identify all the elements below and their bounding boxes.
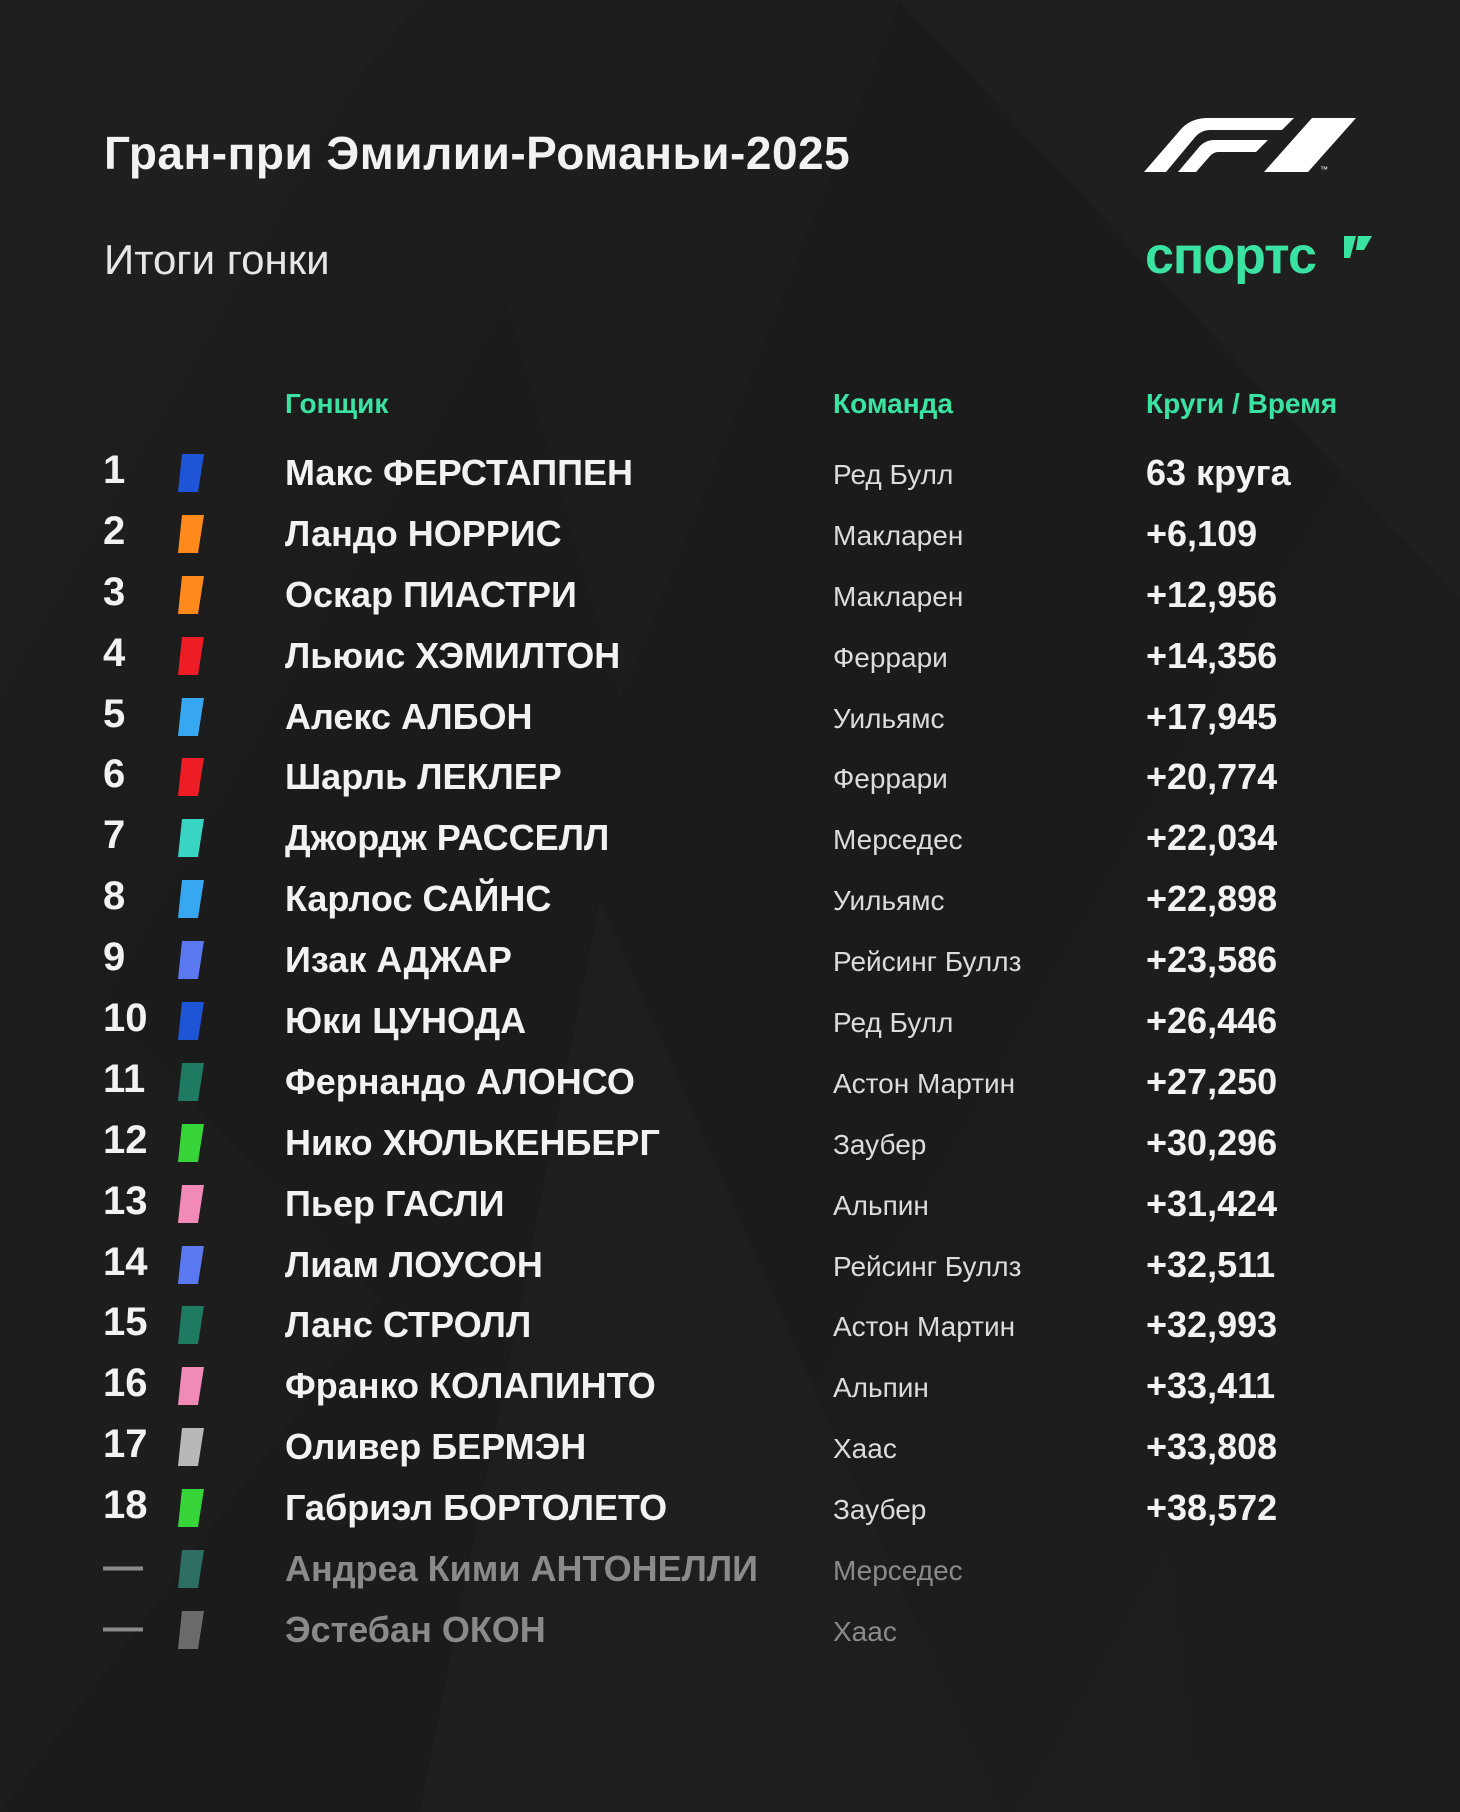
- team-color-marker-icon: [178, 454, 204, 492]
- team-color-shape: [178, 1185, 204, 1223]
- team-name: Альпин: [833, 1372, 929, 1404]
- position-number: 9: [103, 935, 126, 980]
- team-name: Заубер: [833, 1128, 927, 1160]
- table-row: [0, 1538, 1460, 1599]
- team-color-shape: [178, 1063, 204, 1101]
- driver-name: Макс ФЕРСТАППЕН: [285, 452, 633, 493]
- team-color-shape: [178, 1306, 204, 1344]
- position-number: 3: [103, 569, 126, 614]
- driver-name: Алекс АЛБОН: [285, 695, 533, 737]
- team-name: Астон Мартин: [833, 1067, 1016, 1099]
- team-name: Феррари: [833, 763, 948, 795]
- table-row: [0, 1294, 1460, 1355]
- table-row: [0, 1355, 1460, 1416]
- position-number: 6: [103, 752, 126, 797]
- team-color-shape: [178, 1367, 204, 1405]
- position-number: 10: [103, 996, 148, 1041]
- page-title: Гран-при Эмилии-Романьи-2025: [104, 127, 851, 179]
- table-row: [0, 564, 1460, 625]
- position-number: 4: [103, 630, 126, 675]
- table-row: [0, 746, 1460, 807]
- team-color-marker-icon: [178, 576, 204, 614]
- position-number: 5: [103, 691, 126, 736]
- team-name: Уильямс: [833, 702, 945, 734]
- lap-time: +26,446: [1146, 1000, 1278, 1042]
- driver-name: Франко КОЛАПИНТО: [285, 1365, 656, 1407]
- lap-time: +30,296: [1146, 1121, 1278, 1163]
- team-name: Хаас: [833, 1615, 897, 1647]
- table-row: [0, 503, 1460, 564]
- team-color-shape: [178, 1428, 204, 1466]
- lap-time: +12,956: [1146, 573, 1278, 615]
- lap-time: +17,945: [1146, 695, 1278, 737]
- table-row: [0, 1112, 1460, 1173]
- column-header-team: Команда: [833, 388, 953, 419]
- position-number: 16: [103, 1361, 148, 1406]
- team-color-shape: [178, 1124, 204, 1162]
- team-color-shape: [178, 1246, 204, 1284]
- driver-name: Оливер БЕРМЭН: [285, 1426, 587, 1468]
- position-number: 1: [103, 448, 126, 492]
- position-number: 11: [103, 1056, 146, 1101]
- team-color-marker-icon: [178, 1306, 204, 1344]
- team-name: Хаас: [833, 1433, 897, 1465]
- driver-name: Нико ХЮЛЬКЕНБЕРГ: [285, 1121, 660, 1163]
- driver-name: Пьер ГАСЛИ: [285, 1182, 505, 1224]
- results-table: [0, 442, 1460, 1660]
- team-color-marker-icon: [178, 941, 204, 979]
- sports-ru-mark-icon: [1344, 236, 1372, 258]
- team-name: Рейсинг Буллз: [833, 1250, 1022, 1282]
- table-row: [0, 1051, 1460, 1112]
- driver-name: Джордж РАССЕЛЛ: [285, 817, 610, 859]
- position-number: 17: [103, 1422, 148, 1467]
- team-color-shape: [178, 1002, 204, 1040]
- lap-time: +31,424: [1146, 1182, 1278, 1224]
- driver-name: Ландо НОРРИС: [285, 512, 562, 554]
- team-name: Альпин: [833, 1189, 929, 1221]
- column-header-driver: Гонщик: [285, 388, 389, 419]
- lap-time: +38,572: [1146, 1487, 1278, 1529]
- table-row: [0, 807, 1460, 868]
- driver-name: Ланс СТРОЛЛ: [285, 1304, 532, 1346]
- team-color-marker-icon: [178, 1002, 204, 1040]
- driver-name: Эстебан ОКОН: [285, 1608, 546, 1650]
- table-row: [0, 1416, 1460, 1477]
- driver-name: Андреа Кими АНТОНЕЛЛИ: [285, 1548, 758, 1590]
- table-row: [0, 442, 1460, 503]
- table-row: [0, 929, 1460, 990]
- table-row: [0, 1599, 1460, 1660]
- team-color-shape: [178, 1611, 204, 1649]
- team-color-marker-icon: [178, 1063, 204, 1101]
- position-number: 14: [103, 1239, 148, 1284]
- table-header: [0, 388, 1460, 422]
- team-color-marker-icon: [178, 1489, 204, 1527]
- driver-name: Оскар ПИАСТРИ: [285, 573, 577, 615]
- team-color-marker-icon: [178, 515, 204, 553]
- team-name: Астон Мартин: [833, 1311, 1016, 1343]
- position-number: 12: [103, 1117, 148, 1162]
- team-name: Мерседес: [833, 824, 963, 856]
- team-name: Ред Булл: [833, 1007, 954, 1039]
- team-name: Уильямс: [833, 885, 945, 917]
- team-color-marker-icon: [178, 698, 204, 736]
- page-subtitle: Итоги гонки: [104, 236, 330, 283]
- lap-time: +27,250: [1146, 1060, 1278, 1102]
- driver-name: Изак АДЖАР: [285, 939, 512, 981]
- f1-logo-icon: [1144, 114, 1356, 174]
- team-name: Заубер: [833, 1494, 927, 1526]
- team-color-shape: [178, 637, 204, 675]
- team-color-marker-icon: [178, 1124, 204, 1162]
- team-color-shape: [178, 454, 204, 492]
- team-color-marker-icon: [178, 1185, 204, 1223]
- team-color-marker-icon: [178, 1367, 204, 1405]
- team-color-marker-icon: [178, 758, 204, 796]
- team-color-marker-icon: [178, 880, 204, 918]
- svg-text:™: ™: [1320, 165, 1328, 174]
- table-row: [0, 990, 1460, 1051]
- position-number: —: [103, 1544, 143, 1589]
- team-name: Макларен: [833, 580, 964, 612]
- team-color-shape: [178, 1550, 204, 1588]
- lap-time: +6,109: [1146, 512, 1258, 554]
- team-name: Мерседес: [833, 1555, 963, 1587]
- table-row: [0, 868, 1460, 929]
- driver-name: Шарль ЛЕКЛЕР: [285, 756, 562, 798]
- table-row: [0, 686, 1460, 747]
- team-color-marker-icon: [178, 819, 204, 857]
- position-number: 7: [103, 813, 126, 858]
- team-color-shape: [178, 880, 204, 918]
- position-number: 13: [103, 1178, 148, 1223]
- position-number: 18: [103, 1483, 148, 1528]
- driver-name: Лиам ЛОУСОН: [285, 1243, 543, 1285]
- team-color-shape: [178, 698, 204, 736]
- driver-name: Карлос САЙНС: [285, 878, 552, 920]
- team-color-shape: [178, 1489, 204, 1527]
- team-color-shape: [178, 819, 204, 857]
- team-color-marker-icon: [178, 1550, 204, 1588]
- driver-name: Юки ЦУНОДА: [285, 1000, 527, 1042]
- driver-name: Льюис ХЭМИЛТОН: [285, 634, 621, 676]
- sports-ru-logo-icon: спортс: [1145, 227, 1316, 285]
- lap-time: +23,586: [1146, 939, 1278, 981]
- position-number: —: [103, 1604, 143, 1649]
- team-color-shape: [178, 576, 204, 614]
- position-number: 8: [103, 874, 126, 919]
- lap-time: +33,808: [1146, 1426, 1278, 1468]
- table-row: [0, 625, 1460, 686]
- lap-time: +32,511: [1146, 1243, 1276, 1285]
- table-row: [0, 1173, 1460, 1234]
- driver-name: Габриэл БОРТОЛЕТО: [285, 1487, 668, 1529]
- lap-time: +32,993: [1146, 1304, 1278, 1346]
- team-color-shape: [178, 941, 204, 979]
- team-name: Феррари: [833, 641, 948, 673]
- lap-time: +20,774: [1146, 756, 1278, 798]
- table-row: [0, 1477, 1460, 1538]
- team-color-marker-icon: [178, 1428, 204, 1466]
- driver-name: Фернандо АЛОНСО: [285, 1060, 635, 1102]
- lap-time: +22,898: [1146, 878, 1278, 920]
- lap-time: +14,356: [1146, 634, 1278, 676]
- lap-time: 63 круга: [1146, 452, 1291, 493]
- team-color-shape: [178, 758, 204, 796]
- lap-time: +33,411: [1146, 1365, 1276, 1407]
- team-color-shape: [178, 515, 204, 553]
- position-number: 2: [103, 508, 126, 553]
- team-name: Ред Булл: [833, 459, 954, 490]
- team-name: Макларен: [833, 519, 964, 551]
- team-name: Рейсинг Буллз: [833, 946, 1022, 978]
- team-color-marker-icon: [178, 637, 204, 675]
- team-color-marker-icon: [178, 1246, 204, 1284]
- column-header-time: Круги / Время: [1146, 388, 1338, 419]
- table-row: [0, 1234, 1460, 1295]
- lap-time: +22,034: [1146, 817, 1278, 859]
- position-number: 15: [103, 1300, 148, 1345]
- team-color-marker-icon: [178, 1611, 204, 1649]
